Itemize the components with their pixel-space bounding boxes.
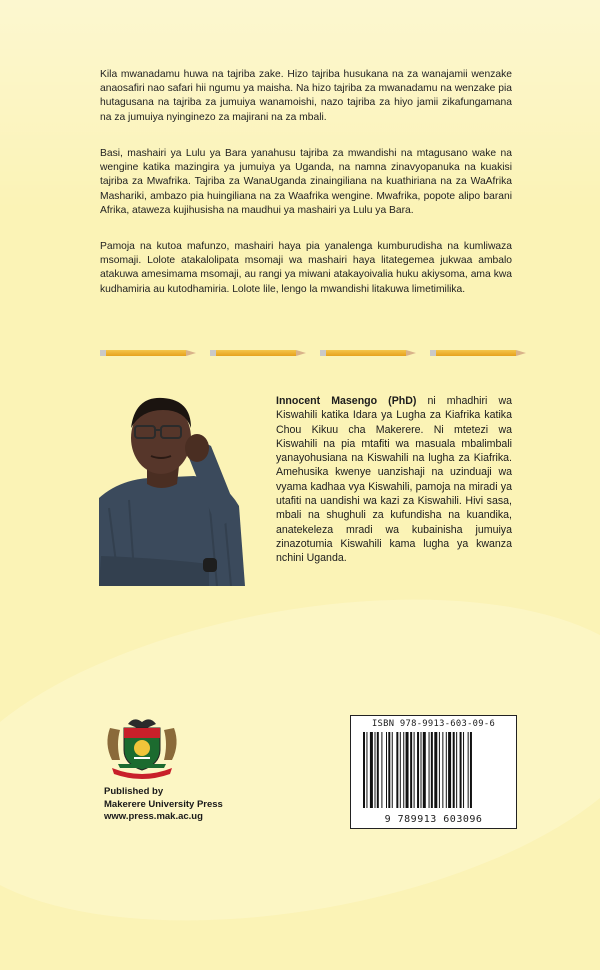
barcode-bar <box>403 732 404 808</box>
author-photo <box>99 388 245 586</box>
barcode-bar <box>375 732 376 808</box>
barcode-bar <box>386 732 387 808</box>
blurb-paragraph-2: Basi, mashairi ya Lulu ya Bara yanahusu tajriba za mwandishi na mtagusano wake na wengine katika mazingira ya jumuiya ya Uganda, na namna zinavyopanuka na kuakisi tajriba za Mwafrika. Tajriba za WanaUganda zinaingiliana na kuathiriana na za WaAfrika Mashariki, ambazo pia huingiliana na za Waafrika wengine. Mwafrika, popote alipo barani Afrika, ataweza kujihusisha na maudhui ya mashairi ya Lulu ya Bara. <box>100 148 512 216</box>
barcode-bar <box>406 732 409 808</box>
author-name: Innocent Masengo (PhD) <box>276 395 417 407</box>
barcode-bar <box>470 732 472 808</box>
barcode-bar <box>463 732 464 808</box>
barcode-bar <box>414 732 415 808</box>
barcode-bar <box>410 732 412 808</box>
barcode-bars <box>361 732 509 808</box>
barcode-bar <box>396 732 398 808</box>
isbn-digits: 9 789913 603096 <box>384 814 483 825</box>
barcode-bar <box>442 732 443 808</box>
pencil-icon <box>320 350 416 356</box>
pencil-icon <box>100 350 196 356</box>
blurb-paragraph-1: Kila mwanadamu huwa na tajriba zake. Hizo tajriba husukana na za wanajamii wenzake anaosafiri nao safari hii ngumu ya maisha. Na hizo tajriba za mwanadamu na wenzake pia hutagusana na tajriba za jumuiya wanamoishi, nazo tajriba za hiyo jamii zikafungamana na za jumuiya nyinginezo za majirani na za mbali. <box>100 69 512 123</box>
barcode-bar <box>392 732 393 808</box>
published-by-label: Published by <box>104 786 164 797</box>
barcode-bar <box>456 732 457 808</box>
isbn-barcode <box>350 715 517 829</box>
barcode-bar <box>468 732 469 808</box>
publisher-website: www.press.mak.ac.ug <box>104 811 203 822</box>
barcode-bar <box>366 732 367 808</box>
pencil-icon <box>430 350 526 356</box>
barcode-bar <box>381 732 382 808</box>
barcode-bar <box>363 732 365 808</box>
barcode-bar <box>423 732 426 808</box>
barcode-bar <box>460 732 462 808</box>
author-bio <box>276 394 512 566</box>
barcode-bar <box>439 732 440 808</box>
makerere-university-crest-logo <box>104 714 180 780</box>
barcode-bar <box>388 732 390 808</box>
publisher-info <box>104 786 223 824</box>
barcode-bar <box>448 732 451 808</box>
pencil-divider <box>100 350 540 360</box>
publisher-name: Makerere University Press <box>104 798 223 810</box>
barcode-bar <box>453 732 455 808</box>
author-bio-text: ni mhadhiri wa Kiswahili katika Idara ya Lugha za Kiafrika katika Chou Kikuu cha Makerere. Ni mtetezi wa Kiswahili na pia mtafiti wa masuala mbalimbali yanayohusiana na Kiswahili na lugha za Kiafrika. Amehusika kwenye uanzishaji na uzinduaji wa vyama kadhaa vya Kiswahili, pamoja na miradi ya utafiti na uandishi wa kazi za Kiswahili. Hivi sasa, mbali na shughuli za kufundisha na kuandika, anatekeleza mradi wa kubainisha jumuiya zinazotumia Kiswahili kama lugha ya kwanza nchini Uganda. <box>276 395 513 565</box>
barcode-bar <box>429 732 430 808</box>
barcode-bar <box>421 732 422 808</box>
pencil-icon <box>210 350 306 356</box>
barcode-bar <box>431 732 433 808</box>
barcode-bar <box>417 732 419 808</box>
blurb-paragraph-3: Pamoja na kutoa mafunzo, mashairi haya pia yanalenga kumburudisha na kumliwaza msomaji. Lolote atakalolipata msomaji wa mashairi haya litategemea jukwaa ambalo atakuwa amesimama msomaji, au rangi ya miwani atakayoivalia huku akiysoma, ama kwa kudhamiria au kutodhamiria. Lolote lile, lengo la mwandishi litakuwa limetimilika. <box>100 241 512 295</box>
barcode-bar <box>446 732 447 808</box>
barcode-bar <box>434 732 437 808</box>
barcode-bar <box>400 732 401 808</box>
barcode-bar <box>370 732 373 808</box>
barcode-bar <box>377 732 379 808</box>
isbn-label: ISBN 978-9913-603-09-6 <box>371 719 496 729</box>
